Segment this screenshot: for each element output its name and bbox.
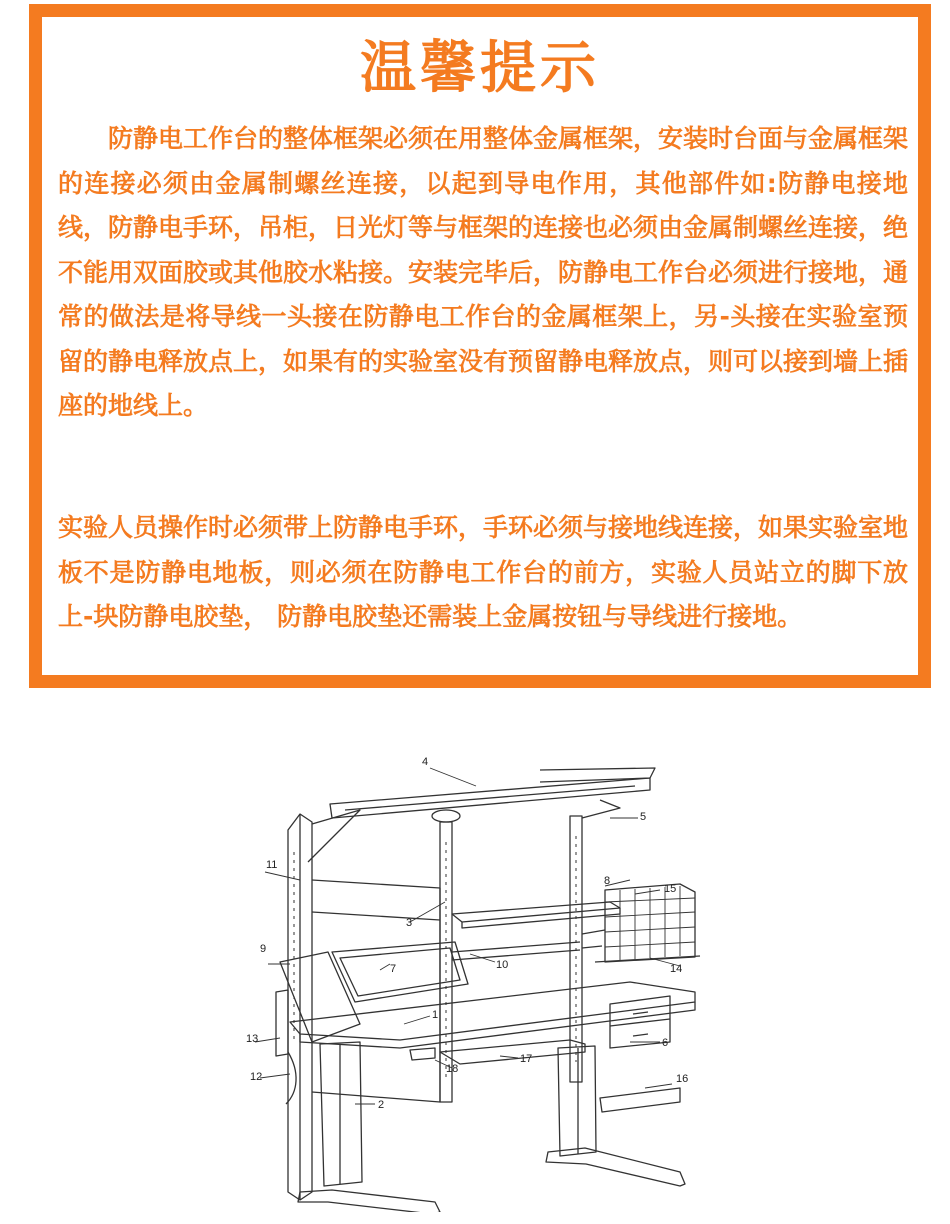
callout-9: 9 [260, 943, 267, 955]
callout-1: 1 [432, 1009, 439, 1021]
callout-2: 2 [378, 1099, 385, 1111]
notice-paragraph-2: 实验人员操作时必须带上防静电手环，手环必须与接地线连接，如果实验室地板不是防静电地板，则必须在防静电工作台的前方，实验人员站立的脚下放上-块防静电胶垫， 防静电胶垫还需装上金属按钮与导线进行接地。 [58, 513, 909, 631]
callout-5: 5 [640, 811, 647, 823]
callout-17: 17 [520, 1053, 533, 1065]
callout-6: 6 [662, 1037, 669, 1049]
callout-16: 16 [676, 1073, 689, 1085]
callout-4: 4 [422, 756, 429, 768]
workbench-diagram [240, 752, 710, 1212]
notice-title: 温馨提示 [360, 36, 600, 101]
callout-13: 13 [246, 1033, 259, 1045]
callout-8: 8 [604, 875, 611, 887]
callout-18: 18 [446, 1063, 459, 1075]
callout-12: 12 [250, 1071, 263, 1083]
callout-11: 11 [266, 859, 278, 871]
callout-3: 3 [406, 917, 413, 929]
callout-15: 15 [664, 883, 677, 895]
warm-tip-panel [29, 4, 931, 688]
notice-paragraph-1: 防静电工作台的整体框架必须在用整体金属框架，安装时台面与金属框架的连接必须由金属制螺丝连接，以起到导电作用，其他部件如:防静电接地线，防静电手环，吊柜，日光灯等与框架的连接也必须由金属制螺丝连接，绝不能用双面胶或其他胶水粘接。安装完毕后，防静电工作台必须进行接地，通常的做法是将导线一头接在防静电工作台的金属框架上，另-头接在实验室预留的静电释放点上，如果有的实验室没有预留静电释放点，则可以接到墙上插座的地线上。 [58, 124, 909, 420]
callout-7: 7 [390, 963, 397, 975]
callout-10: 10 [496, 959, 509, 971]
callout-14: 14 [670, 963, 683, 975]
